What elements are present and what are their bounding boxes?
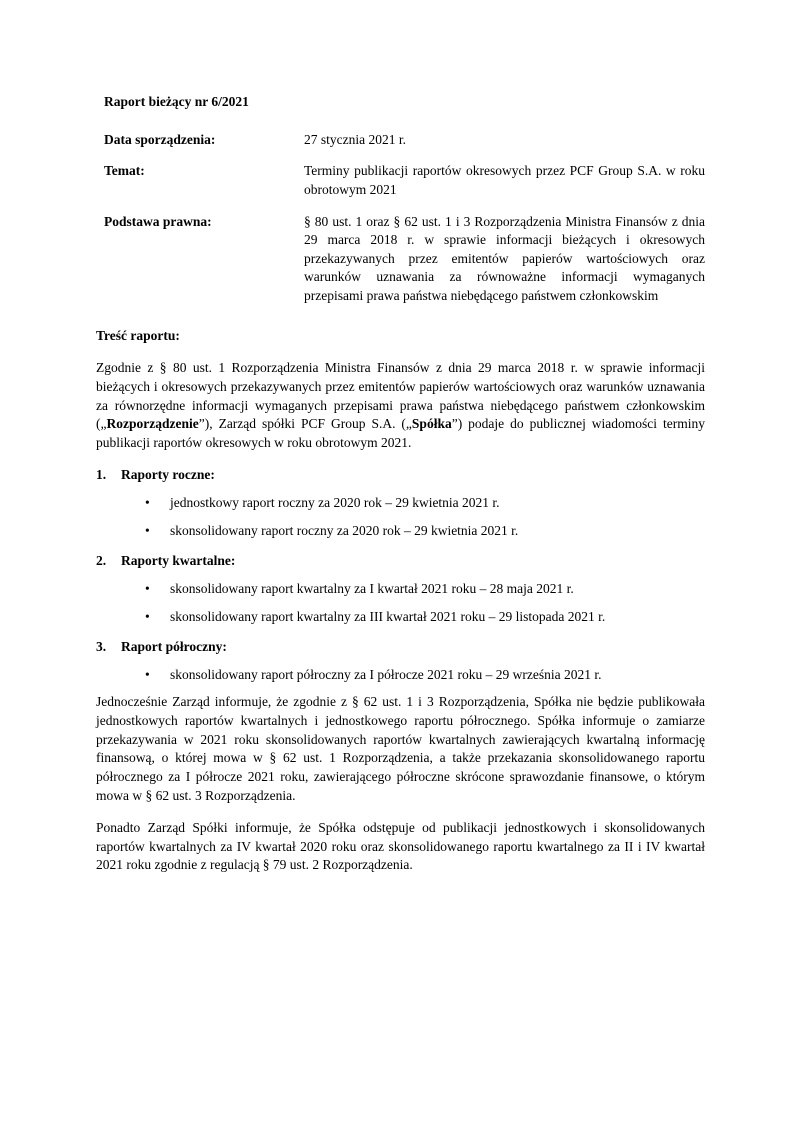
report-title: Raport bieżący nr 6/2021: [104, 94, 249, 109]
list-item-text: skonsolidowany raport roczny za 2020 rok – 29 kwietnia 2021 r.: [170, 522, 519, 538]
bullet-icon: •: [145, 666, 150, 682]
meta-label-legal-basis: Podstawa prawna:: [104, 213, 212, 229]
meta-label-subject: Temat:: [104, 163, 145, 179]
content-heading: Treść raportu:: [96, 327, 180, 343]
meta-label-date: Data sporządzenia:: [104, 131, 216, 147]
list-item-text: skonsolidowany raport kwartalny za I kwartał 2021 roku – 28 maja 2021 r.: [170, 580, 574, 596]
bullet-icon: •: [145, 495, 150, 510]
list-item: [96, 580, 705, 599]
section-semiannual-report: [96, 638, 705, 684]
meta-row-legal-basis: [104, 213, 705, 306]
section-heading: [96, 466, 705, 485]
meta-value-subject: Terminy publikacji raportów okresowych przez PCF Group S.A. w roku obrotowym 2021: [304, 163, 705, 197]
bullet-icon: •: [145, 608, 150, 624]
bullet-icon: •: [145, 522, 150, 538]
intro-paragraph: Zgodnie z § 80 ust. 1 Rozporządzenia Ministra Finansów z dnia 29 marca 2018 r. w sprawie informacji bieżących i okresowych przekazywanych przez emitentów papierów wartościowych oraz warunków uznawania za równorzędne informacji wymaganych przepisami prawa państwa niebędącego państwem członkowskim („Rozporządzenie”), Zarząd spółki PCF Group S.A. („Spółka”) podaje do publicznej wiadomości terminy publikacji raportów okresowych w roku obrotowym 2021.: [96, 360, 705, 450]
list-item-text: skonsolidowany raport półroczny za I półrocze 2021 roku – 29 września 2021 r.: [170, 666, 602, 682]
list-item: [96, 494, 705, 513]
list-item-text: jednostkowy raport roczny za 2020 rok – 29 kwietnia 2021 r.: [170, 495, 500, 510]
meta-row-date: [104, 131, 705, 150]
meta-block: [104, 131, 705, 306]
list-item: [96, 608, 705, 627]
closing-paragraph-1: Jednocześnie Zarząd informuje, że zgodnie z § 62 ust. 1 i 3 Rozporządzenia, Spółka nie będzie publikowała jednostkowych raportów kwartalnych i jednostkowego raportu półrocznego. Spółka informuje o zamiarze przekazywania w 2021 roku skonsolidowanych raportów kwartalnych zawierających kwartalną informację finansową, o której mowa w § 62 ust. 1 Rozporządzenia, a także przekazania skonsolidowanego raportu półrocznego za I półrocze 2021 roku, zawierającego półroczne skrócone sprawozdanie finansowe, o którym mowa w § 62 ust. 3 Rozporządzenia.: [96, 694, 705, 803]
section-number: 2.: [96, 553, 107, 569]
meta-value-legal-basis: § 80 ust. 1 oraz § 62 ust. 1 i 3 Rozporządzenia Ministra Finansów z dnia 29 marca 2018 r. w sprawie informacji bieżących i okresowych przekazywanych przez emitentów papierów wartościowych oraz warunków uznawania za równoważne informacji wymaganych przepisami prawa państwa niebędącego państwem członkowskim: [304, 213, 705, 303]
list-item-text: skonsolidowany raport kwartalny za III kwartał 2021 roku – 29 listopada 2021 r.: [170, 608, 606, 624]
section-annual-reports: [96, 466, 705, 540]
section-number: 1.: [96, 467, 107, 483]
section-number: 3.: [96, 639, 107, 655]
section-heading-label: Raporty kwartalne:: [121, 553, 236, 569]
bullet-icon: •: [145, 580, 150, 596]
list-item: [96, 666, 705, 685]
meta-row-subject: [104, 162, 705, 199]
section-heading: [96, 638, 705, 657]
section-heading-label: Raporty roczne:: [121, 467, 215, 483]
section-quarterly-reports: [96, 552, 705, 626]
list-item: [96, 522, 705, 541]
section-heading-label: Raport półroczny:: [121, 639, 227, 655]
section-heading: [96, 552, 705, 571]
meta-value-date: 27 stycznia 2021 r.: [304, 131, 406, 147]
closing-paragraph-2: Ponadto Zarząd Spółki informuje, że Spółka odstępuje od publikacji jednostkowych i skonsolidowanych raportów kwartalnych za IV kwartał 2020 roku oraz skonsolidowanego raportu kwartalnego za II i IV kwartał 2021 roku zgodnie z regulacją § 79 ust. 2 Rozporządzenia.: [96, 820, 705, 873]
